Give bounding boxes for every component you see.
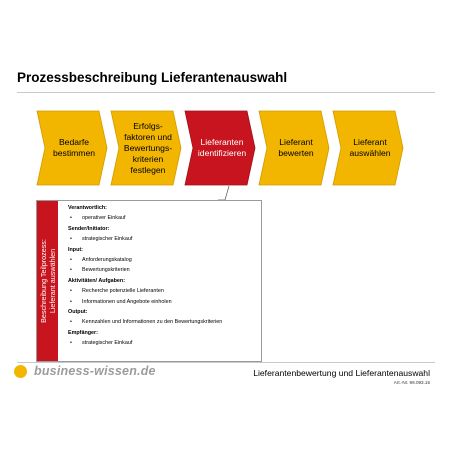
logo-text: business-wissen.de (34, 364, 156, 378)
process-step-1-line-2: bestimmen (52, 148, 96, 158)
panel-side-label-line2: Lieferant auswählen (47, 248, 57, 314)
logo-dot-icon (14, 365, 27, 378)
page-title: Prozessbeschreibung Lieferantenauswahl (17, 70, 288, 85)
subprocess-panel (36, 200, 262, 362)
panel-section-heading: Output: (68, 309, 88, 316)
panel-section-heading: Empfänger: (68, 329, 98, 336)
process-step-2-line-2: faktoren und (124, 131, 172, 142)
process-step-1-line-1: Bedarfe (58, 137, 90, 147)
panel-section-heading: Input: (68, 246, 83, 253)
process-step-3-label (193, 111, 251, 185)
panel-bullet-item: • operativer Einkauf (68, 213, 258, 223)
panel-bullet-item: • strategischer Einkauf (68, 338, 258, 348)
panel-content (68, 203, 258, 349)
panel-side-bar (37, 201, 58, 361)
process-step-3-line-2: identifizieren (197, 148, 247, 158)
article-number: Art.-Nr. 99.093.15 (393, 380, 430, 385)
panel-connector-line (218, 186, 229, 200)
process-step-5-line-2: auswählen (349, 148, 391, 158)
process-step-5-line-1: Lieferant (353, 137, 387, 147)
process-step-4-line-2: bewerten (278, 148, 314, 158)
process-step-3-line-1: Lieferanten (200, 137, 244, 147)
process-step-4-line-1: Lieferant (279, 137, 313, 147)
process-step-2-line-4: kriterien (132, 153, 164, 164)
panel-bullet-item: • Kennzahlen und Informationen zu den Bewertungskriterien (68, 317, 258, 327)
panel-bullet-item: • strategischer Einkauf (68, 234, 258, 244)
panel-side-label (39, 206, 57, 356)
panel-bullet-item: • Bewertungskriterien (68, 265, 258, 275)
process-step-1-label (45, 111, 103, 185)
footer-title: Lieferantenbewertung und Lieferantenauswahl (253, 368, 430, 378)
process-step-2-line-5: festlegen (130, 164, 166, 175)
panel-side-label-line1: Beschreibung Teilprozess: (38, 239, 48, 323)
panel-section-heading: Verantwortlich: (68, 205, 107, 211)
panel-section-heading: Aktivitäten/ Aufgaben: (68, 277, 126, 284)
process-step-5-label (341, 111, 399, 185)
panel-bullet-item: • Informationen und Angebote einholen (68, 297, 258, 307)
panel-section-heading: Sender/Initiator: (68, 225, 110, 232)
process-step-2-label (119, 111, 177, 185)
panel-bullet-item: • Recherche potenzielle Lieferanten (68, 286, 258, 296)
process-step-2-line-3: Bewertungs- (123, 142, 173, 153)
process-step-4-label (267, 111, 325, 185)
brand-logo (14, 364, 156, 378)
panel-bullet-item: • Anforderungskatalog (68, 255, 258, 265)
process-step-2-line-1: Erfolgs- (133, 120, 163, 131)
footer-divider (17, 362, 435, 363)
